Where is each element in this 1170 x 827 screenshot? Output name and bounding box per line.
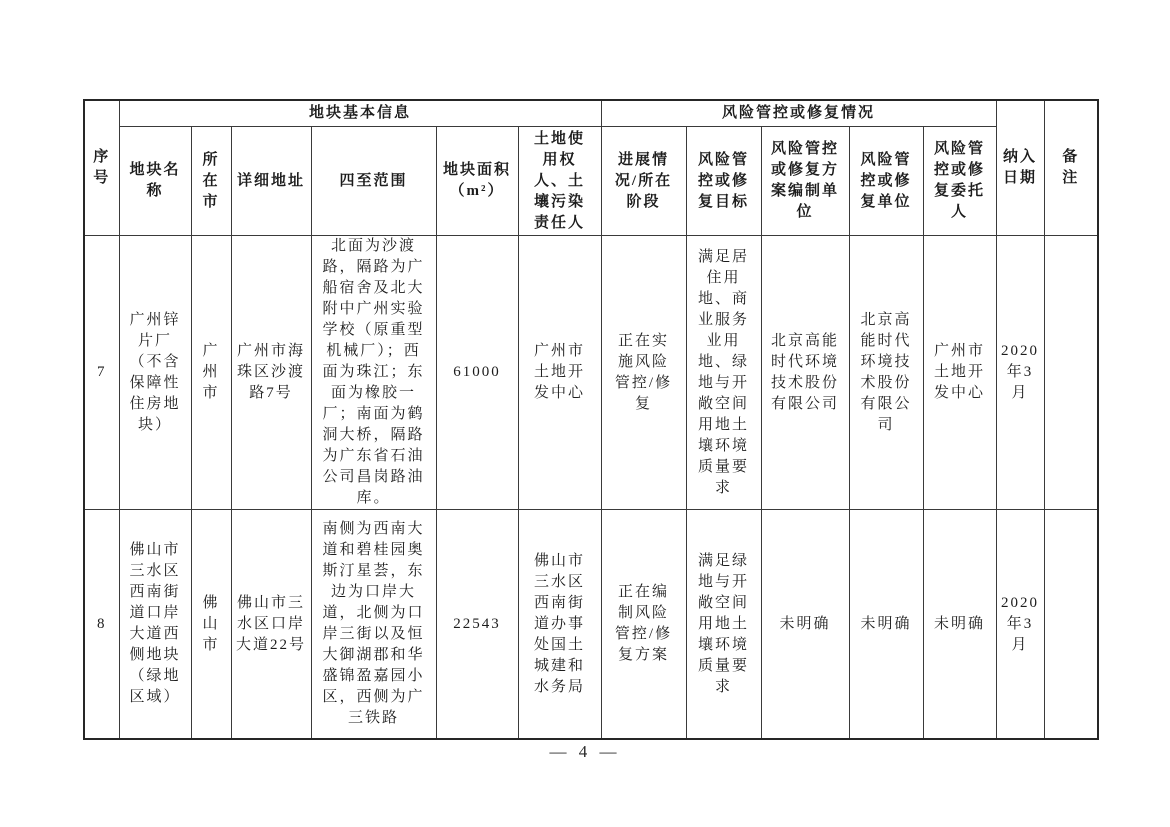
cell-progress: 正在实施风险管控/修复 (601, 236, 686, 510)
cell-note (1044, 236, 1098, 510)
col-group-risk-control: 风险管控或修复情况 (601, 100, 996, 127)
col-header-land-user: 土地使用权人、土壤污染责任人 (518, 127, 601, 236)
land-parcel-table (83, 99, 1099, 740)
cell-target: 满足居住用地、商业服务业用地、绿地与开敞空间用地土壤环境质量要求 (686, 236, 761, 510)
cell-land-user: 佛山市三水区西南街道办事处国土城建和水务局 (518, 510, 601, 740)
cell-target: 满足绿地与开敞空间用地土壤环境质量要求 (686, 510, 761, 740)
cell-plan-unit: 北京高能时代环境技术股份有限公司 (761, 236, 849, 510)
col-header-client: 风险管控或修复委托人 (923, 127, 996, 236)
cell-land-user: 广州市土地开发中心 (518, 236, 601, 510)
cell-area: 22543 (436, 510, 518, 740)
cell-client: 广州市土地开发中心 (923, 236, 996, 510)
col-header-target: 风险管控或修复目标 (686, 127, 761, 236)
table-row-parcel-8 (84, 510, 1098, 740)
col-header-parcel-name: 地块名称 (119, 127, 191, 236)
col-header-area: 地块面积（m²） (436, 127, 518, 236)
cell-address: 佛山市三水区口岸大道22号 (231, 510, 311, 740)
cell-repair-unit: 北京高能时代环境技术股份有限公司 (849, 236, 923, 510)
cell-city: 广州市 (191, 236, 231, 510)
col-header-address: 详细地址 (231, 127, 311, 236)
col-header-note: 备注 (1044, 100, 1098, 236)
header-group-row (84, 100, 1098, 127)
cell-boundaries: 南侧为西南大道和碧桂园奥斯汀星荟，东边为口岸大道，北侧为口岸三街以及恒大御湖郡和华盛锦盈嘉园小区，西侧为广三铁路 (311, 510, 436, 740)
cell-plan-unit: 未明确 (761, 510, 849, 740)
col-header-progress: 进展情况/所在阶段 (601, 127, 686, 236)
cell-date: 2020年3月 (996, 510, 1044, 740)
col-group-basic-info: 地块基本信息 (119, 100, 601, 127)
cell-progress: 正在编制风险管控/修复方案 (601, 510, 686, 740)
cell-parcel-name: 佛山市三水区西南街道口岸大道西侧地块（绿地区域） (119, 510, 191, 740)
cell-boundaries: 北面为沙渡路，隔路为广船宿舍及北大附中广州实验学校（原重型机械厂）；西面为珠江；东面为橡胶一厂；南面为鹤洞大桥，隔路为广东省石油公司昌岗路油库。 (311, 236, 436, 510)
col-header-boundaries: 四至范围 (311, 127, 436, 236)
cell-note (1044, 510, 1098, 740)
cell-serial: 8 (84, 510, 119, 740)
col-header-repair-unit: 风险管控或修复单位 (849, 127, 923, 236)
cell-repair-unit: 未明确 (849, 510, 923, 740)
col-header-plan-unit: 风险管控或修复方案编制单位 (761, 127, 849, 236)
cell-client: 未明确 (923, 510, 996, 740)
cell-address: 广州市海珠区沙渡路7号 (231, 236, 311, 510)
header-sub-row (84, 127, 1098, 236)
page-number: — 4 — (549, 742, 621, 761)
cell-date: 2020年3月 (996, 236, 1044, 510)
cell-area: 61000 (436, 236, 518, 510)
col-header-city: 所在市 (191, 127, 231, 236)
cell-city: 佛山市 (191, 510, 231, 740)
col-header-date: 纳入日期 (996, 100, 1044, 236)
table-row-parcel-7 (84, 236, 1098, 510)
col-header-serial: 序号 (84, 100, 119, 236)
cell-serial: 7 (84, 236, 119, 510)
cell-parcel-name: 广州锌片厂（不含保障性住房地块） (119, 236, 191, 510)
